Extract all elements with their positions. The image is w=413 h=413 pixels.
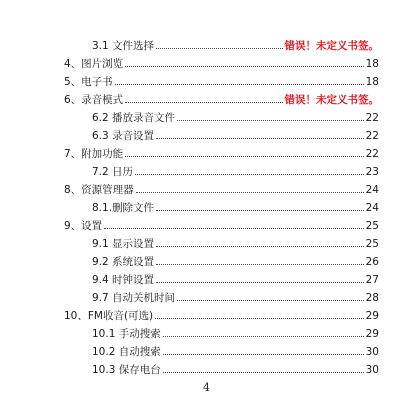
- toc-entry-label: 8.1.删除文件: [92, 202, 155, 214]
- toc-page-number: 25: [365, 238, 379, 250]
- toc-dot-leader: [156, 48, 282, 49]
- toc-page-number: 18: [365, 58, 379, 70]
- toc-dot-leader: [136, 192, 364, 193]
- toc-entry[interactable]: [92, 162, 379, 178]
- toc-entry-label: 9.4 时钟设置: [92, 274, 155, 286]
- toc-entry-label: 7、附加功能: [64, 148, 124, 160]
- toc-page-number: 22: [365, 148, 379, 160]
- toc-entry-label: 10.3 保存电台: [92, 364, 161, 376]
- toc-page-number: 23: [365, 166, 379, 178]
- toc-entry[interactable]: [64, 216, 379, 232]
- toc-dot-leader: [177, 300, 364, 301]
- toc-entry[interactable]: [92, 36, 379, 52]
- toc-page-number: 28: [365, 292, 379, 304]
- toc-entry[interactable]: [92, 252, 379, 268]
- toc-entry[interactable]: [92, 270, 379, 286]
- toc-page-number: 24: [365, 202, 379, 214]
- toc-entry[interactable]: [92, 108, 379, 124]
- toc-page-number: 29: [365, 310, 379, 322]
- toc-dot-leader: [156, 210, 364, 211]
- toc-page-number: 24: [365, 184, 379, 196]
- toc-entry[interactable]: [64, 72, 379, 88]
- toc-dot-leader: [104, 228, 363, 229]
- toc-entry-label: 10.2 自动搜索: [92, 346, 161, 358]
- toc-dot-leader: [125, 102, 282, 103]
- toc-entry[interactable]: [92, 324, 379, 340]
- toc-entry-label: 8、资源管理器: [64, 184, 134, 196]
- toc-page-number: 22: [365, 130, 379, 142]
- toc-page-number: 30: [365, 364, 379, 376]
- toc-error-text: 错误！未定义书签。: [284, 40, 379, 52]
- toc-dot-leader: [115, 84, 364, 85]
- toc-entry[interactable]: [64, 306, 379, 322]
- toc-entry-label: 10、FM收音(可选): [64, 310, 154, 322]
- toc-entry-label: 6、录音模式: [64, 94, 124, 106]
- toc-entry[interactable]: [64, 54, 379, 70]
- footer-page-number: 4: [203, 381, 210, 394]
- toc-dot-leader: [135, 174, 364, 175]
- toc-entry[interactable]: [92, 360, 379, 376]
- toc-entry-label: 9、设置: [64, 220, 103, 232]
- toc-error-text: 错误！未定义书签。: [284, 94, 379, 106]
- toc-dot-leader: [156, 246, 364, 247]
- toc-entry[interactable]: [92, 126, 379, 142]
- toc-dot-leader: [163, 372, 364, 373]
- toc-dot-leader: [125, 156, 363, 157]
- toc-entry[interactable]: [92, 342, 379, 358]
- toc-page-number: 29: [365, 328, 379, 340]
- toc-dot-leader: [155, 318, 363, 319]
- toc-dot-leader: [156, 138, 364, 139]
- toc-entry-label: 4、图片浏览: [64, 58, 124, 70]
- toc-entry-label: 6.2 播放录音文件: [92, 112, 176, 124]
- toc-entry-label: 9.7 自动关机时间: [92, 292, 176, 304]
- toc-entry-label: 10.1 手动搜索: [92, 328, 161, 340]
- toc-page-number: 22: [365, 112, 379, 124]
- toc-dot-leader: [125, 66, 363, 67]
- toc-entry-label: 9.2 系统设置: [92, 256, 155, 268]
- toc-dot-leader: [163, 354, 364, 355]
- toc-page-number: 18: [365, 76, 379, 88]
- toc-page-number: 27: [365, 274, 379, 286]
- toc-page-number: 25: [365, 220, 379, 232]
- toc-entry[interactable]: [92, 288, 379, 304]
- toc-entry-label: 6.3 录音设置: [92, 130, 155, 142]
- toc-page-number: 30: [365, 346, 379, 358]
- toc-entry-label: 7.2 日历: [92, 166, 134, 178]
- toc-dot-leader: [177, 120, 364, 121]
- toc-entry[interactable]: [64, 144, 379, 160]
- toc-dot-leader: [156, 264, 364, 265]
- toc-entry[interactable]: [64, 90, 379, 106]
- toc-entry-label: 9.1 显示设置: [92, 238, 155, 250]
- toc-dot-leader: [156, 282, 364, 283]
- toc-entry[interactable]: [92, 198, 379, 214]
- toc-entry-label: 5、电子书: [64, 76, 113, 88]
- toc-page-number: 26: [365, 256, 379, 268]
- toc-entry[interactable]: [64, 180, 379, 196]
- toc-entry[interactable]: [92, 234, 379, 250]
- toc-dot-leader: [163, 336, 364, 337]
- toc-entry-label: 3.1 文件选择: [92, 40, 155, 52]
